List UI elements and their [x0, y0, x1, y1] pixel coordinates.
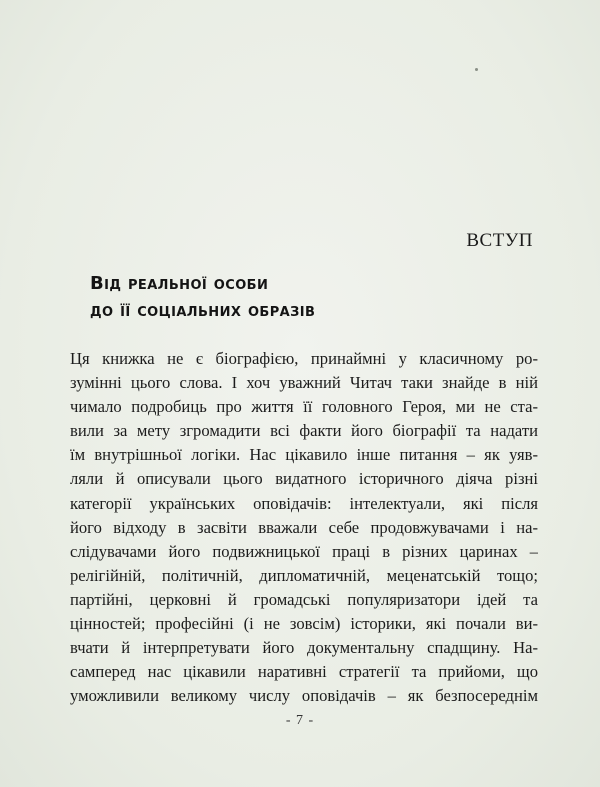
body-line: уможливили великому числу оповідачів – як безпосереднім [70, 686, 538, 706]
body-line: цінностей; професійні (і не зовсім) історики, які почали ви- [70, 614, 538, 634]
body-line: категорії українських оповідачів: інтелектуали, які після [70, 493, 538, 513]
body-line: зумінні цього слова. І хоч уважний Читач таки знайде в ній [70, 373, 538, 393]
body-line: релігійній, політичній, дипломатичній, меценатській тощо; [70, 565, 538, 585]
body-line: партійні, церковні й громадські популяризатори ідей та [70, 589, 538, 609]
chapter-title-line-1: Від реальної особи [90, 273, 269, 294]
chapter-title-line-2: до її соціальних образів [90, 300, 316, 321]
body-line: його відходу в засвіти вважали себе продовжувачами і на- [70, 517, 538, 537]
body-line: самперед нас цікавили наративні стратегії та прийоми, що [70, 662, 538, 682]
body-paragraph [70, 347, 538, 708]
section-label: ВСТУП [466, 230, 533, 251]
chapter-title [90, 270, 530, 324]
body-line: чимало подробиць про життя її головного Героя, ми не ста- [70, 397, 538, 417]
body-line: вили за мету згромадити всі факти його біографії та надати [70, 421, 538, 441]
paper-speck [475, 68, 478, 71]
body-line: вчати й інтерпретувати його документальну спадщину. На- [70, 638, 538, 658]
body-line: їм внутрішньої логіки. Нас цікавило інше питання – як уяв- [70, 445, 538, 465]
body-line: Ця книжка не є біографією, принаймні у класичному ро- [70, 349, 538, 368]
body-line: слідувачами його подвижницької праці в різних царинах – [70, 541, 538, 561]
body-line: ляли й описували цього видатного історичного діяча різні [70, 469, 538, 489]
page-number: - 7 - [285, 713, 315, 728]
